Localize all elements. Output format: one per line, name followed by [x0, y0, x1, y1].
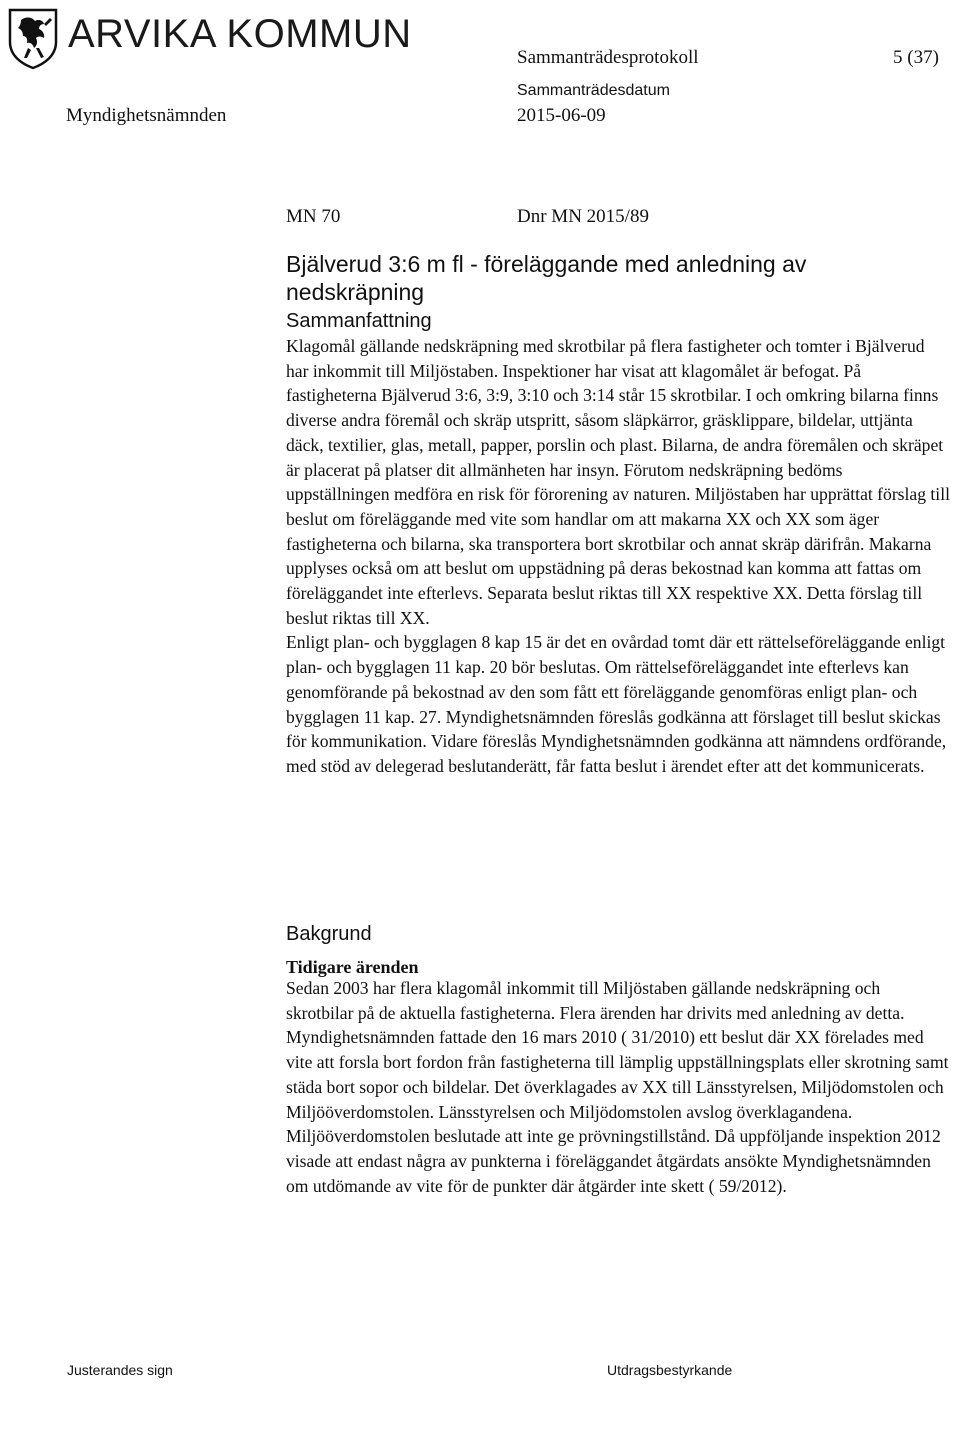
- organization-name: ARVIKA KOMMUN: [68, 12, 412, 56]
- summary-heading: Sammanfattning: [286, 310, 432, 332]
- meeting-date: 2015-06-09: [517, 105, 606, 126]
- committee-name: Myndighetsnämnden: [66, 105, 227, 126]
- previous-cases-heading: Tidigare ärenden: [286, 957, 419, 977]
- summary-paragraph-2: Enligt plan- och bygglagen 8 kap 15 är det en ovårdad tomt där ett rättelseföreläggande enligt plan- och bygglagen 11 kap. 20 bör beslutas. Om rättelseföreläggandet inte efterlevs kan genomförande på bekostnad av den som fått ett föreläggande genomföras enligt plan- och bygglagen 11 kap. 27. Myndighetsnämnden föreslås godkänna att förslaget till beslut skickas för kommunikation. Vidare föreslås Myndighetsnämnden godkänna att nämndens ordförande, med stöd av delegerad beslutanderätt, får fatta beslut i ärendet efter att det kommunicerats.: [286, 632, 947, 776]
- previous-paragraph: Sedan 2003 har flera klagomål inkommit till Miljöstaben gällande nedskräpning och skrotbilar på de aktuella fastigheterna. Flera ärenden har drivits med anledning av detta. Myndighetsnämnden fattade den 16 mars 2010 ( 31/2010) ett beslut där XX förelades med vite att forsla bort fordon från fastigheterna till lämplig uppställningsplats eller skrotning samt städa bort sopor och bildelar. Det överklagades av XX till Länsstyrelsen, Miljödomstolen och Miljööverdomstolen. Länsstyrelsen och Miljödomstolen avslog överklagandena. Miljööverdomstolen beslutade att inte ge prövningstillstånd. Då uppföljande inspektion 2012 visade att endast några av punkterna i föreläggandet åtgärdats ansökte Myndighetsnämnden om utdömande av vite för de punkter där åtgärder inte skett ( 59/2012).: [286, 978, 949, 1196]
- case-dnr: Dnr MN 2015/89: [517, 206, 649, 227]
- background-heading: Bakgrund: [286, 923, 372, 945]
- page-number: 5 (37): [893, 47, 939, 68]
- coat-of-arms-icon: [8, 8, 58, 70]
- summary-text: [286, 334, 950, 779]
- case-title: Bjälverud 3:6 m fl - föreläggande med anledning av nedskräpning: [286, 251, 807, 305]
- extract-label: Utdragsbestyrkande: [607, 1362, 733, 1378]
- previous-cases-text: [286, 976, 950, 1198]
- sign-label: Justerandes sign: [67, 1362, 173, 1378]
- case-number: MN 70: [286, 206, 341, 227]
- document-type: Sammanträdesprotokoll: [517, 47, 699, 68]
- case-line: [286, 206, 950, 228]
- date-label: Sammanträdesdatum: [517, 82, 670, 99]
- summary-paragraph-1: Klagomål gällande nedskräpning med skrotbilar på flera fastigheter och tomter i Bjälverud har inkommit till Miljöstaben. Inspektioner har visat att klagomålet är befogat. På fastigheterna Bjälverud 3:6, 3:9, 3:10 och 3:14 står 15 skrotbilar. I och omkring bilarna finns diverse andra föremål och skräp utspritt, såsom släpkärror, gräsklippare, bildelar, uttjänta däck, textilier, glas, metall, papper, porslin och plast. Bilarna, de andra föremålen och skräpet är placerat på platser dit allmänheten har insyn. Förutom nedskräpning bedöms uppställningen medföra en risk för förorening av naturen. Miljöstaben har upprättat förslag till beslut om föreläggande med vite som handlar om att makarna XX och XX som äger fastigheterna och bilarna, ska transportera bort skrotbilar och annat skräp därifrån. Makarna upplyses också om att beslut om uppstädning på deras bekostnad kan komma att fattas om föreläggandet inte efterlevs. Separata beslut riktas till XX respektive XX. Detta förslag till beslut riktas till XX.: [286, 336, 950, 628]
